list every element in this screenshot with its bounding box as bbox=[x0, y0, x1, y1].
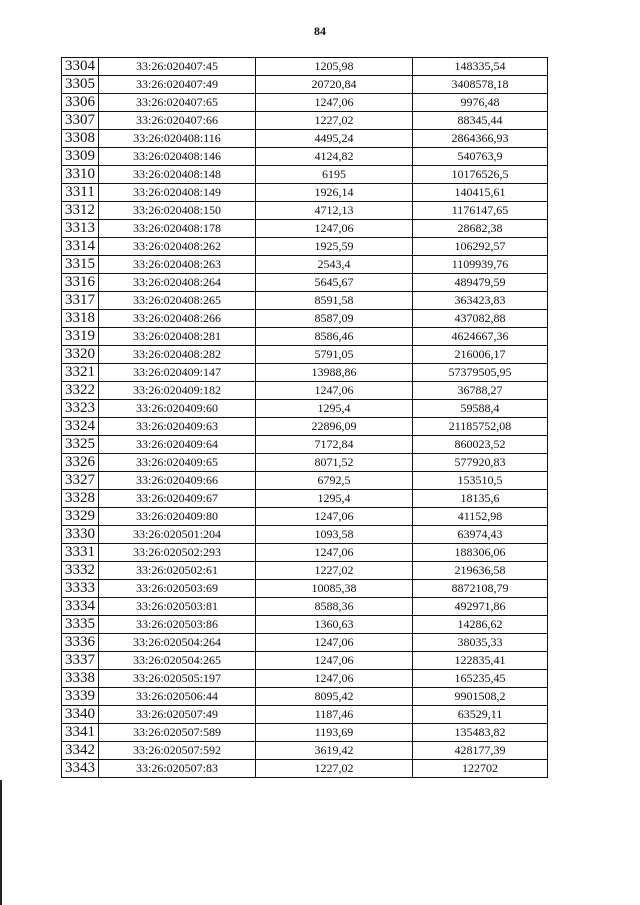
page-number: 84 bbox=[314, 24, 326, 38]
cost-value: 437082,88 bbox=[413, 310, 548, 328]
row-number: 3316 bbox=[62, 274, 99, 292]
cadastral-number: 33:26:020409:64 bbox=[99, 436, 256, 454]
area-value: 5791,05 bbox=[256, 346, 413, 364]
area-value: 8071,52 bbox=[256, 454, 413, 472]
cost-value: 492971,86 bbox=[413, 598, 548, 616]
cost-value: 9901508,2 bbox=[413, 688, 548, 706]
row-number: 3320 bbox=[62, 346, 99, 364]
cadastral-number: 33:26:020407:65 bbox=[99, 94, 256, 112]
table-row bbox=[62, 706, 548, 724]
row-number: 3342 bbox=[62, 742, 99, 760]
table-row bbox=[62, 346, 548, 364]
cadastral-number: 33:26:020505:197 bbox=[99, 670, 256, 688]
area-value: 1247,06 bbox=[256, 544, 413, 562]
cadastral-number: 33:26:020408:263 bbox=[99, 256, 256, 274]
area-value: 1925,59 bbox=[256, 238, 413, 256]
row-number: 3343 bbox=[62, 760, 99, 778]
area-value: 4712,13 bbox=[256, 202, 413, 220]
area-value: 20720,84 bbox=[256, 76, 413, 94]
area-value: 1295,4 bbox=[256, 400, 413, 418]
table-row bbox=[62, 490, 548, 508]
cadastral-table bbox=[61, 57, 548, 778]
cost-value: 1176147,65 bbox=[413, 202, 548, 220]
table-row bbox=[62, 382, 548, 400]
area-value: 8586,46 bbox=[256, 328, 413, 346]
area-value: 1926,14 bbox=[256, 184, 413, 202]
table-row bbox=[62, 742, 548, 760]
cadastral-number: 33:26:020408:266 bbox=[99, 310, 256, 328]
row-number: 3317 bbox=[62, 292, 99, 310]
table-row bbox=[62, 562, 548, 580]
cost-value: 10176526,5 bbox=[413, 166, 548, 184]
row-number: 3341 bbox=[62, 724, 99, 742]
cost-value: 4624667,36 bbox=[413, 328, 548, 346]
cost-value: 122702 bbox=[413, 760, 548, 778]
row-number: 3331 bbox=[62, 544, 99, 562]
table-row bbox=[62, 76, 548, 94]
row-number: 3326 bbox=[62, 454, 99, 472]
area-value: 8588,36 bbox=[256, 598, 413, 616]
table-row bbox=[62, 130, 548, 148]
cadastral-number: 33:26:020407:45 bbox=[99, 58, 256, 76]
table-row bbox=[62, 238, 548, 256]
area-value: 5645,67 bbox=[256, 274, 413, 292]
area-value: 1093,58 bbox=[256, 526, 413, 544]
row-number: 3328 bbox=[62, 490, 99, 508]
row-number: 3329 bbox=[62, 508, 99, 526]
cost-value: 18135,6 bbox=[413, 490, 548, 508]
area-value: 8095,42 bbox=[256, 688, 413, 706]
table-row bbox=[62, 256, 548, 274]
cost-value: 216006,17 bbox=[413, 346, 548, 364]
cadastral-number: 33:26:020408:281 bbox=[99, 328, 256, 346]
row-number: 3338 bbox=[62, 670, 99, 688]
row-number: 3309 bbox=[62, 148, 99, 166]
cadastral-number: 33:26:020408:150 bbox=[99, 202, 256, 220]
table-body bbox=[62, 58, 548, 778]
cost-value: 489479,59 bbox=[413, 274, 548, 292]
table-row bbox=[62, 148, 548, 166]
cost-value: 59588,4 bbox=[413, 400, 548, 418]
cadastral-number: 33:26:020408:149 bbox=[99, 184, 256, 202]
cost-value: 28682,38 bbox=[413, 220, 548, 238]
row-number: 3335 bbox=[62, 616, 99, 634]
table-row bbox=[62, 634, 548, 652]
cadastral-number: 33:26:020408:146 bbox=[99, 148, 256, 166]
cadastral-number: 33:26:020408:116 bbox=[99, 130, 256, 148]
table-row bbox=[62, 418, 548, 436]
row-number: 3330 bbox=[62, 526, 99, 544]
table-row bbox=[62, 724, 548, 742]
row-number: 3311 bbox=[62, 184, 99, 202]
table-row bbox=[62, 436, 548, 454]
area-value: 1247,06 bbox=[256, 670, 413, 688]
table-row bbox=[62, 454, 548, 472]
row-number: 3304 bbox=[62, 58, 99, 76]
cadastral-number: 33:26:020409:63 bbox=[99, 418, 256, 436]
area-value: 1247,06 bbox=[256, 652, 413, 670]
table-row bbox=[62, 670, 548, 688]
cost-value: 63529,11 bbox=[413, 706, 548, 724]
cadastral-number: 33:26:020408:265 bbox=[99, 292, 256, 310]
area-value: 1295,4 bbox=[256, 490, 413, 508]
table-row bbox=[62, 58, 548, 76]
table-row bbox=[62, 220, 548, 238]
table-row bbox=[62, 202, 548, 220]
cadastral-number: 33:26:020409:182 bbox=[99, 382, 256, 400]
table-row bbox=[62, 400, 548, 418]
cadastral-number: 33:26:020507:49 bbox=[99, 706, 256, 724]
cost-value: 88345,44 bbox=[413, 112, 548, 130]
cost-value: 140415,61 bbox=[413, 184, 548, 202]
cost-value: 153510,5 bbox=[413, 472, 548, 490]
table-row bbox=[62, 112, 548, 130]
table-row bbox=[62, 166, 548, 184]
area-value: 8587,09 bbox=[256, 310, 413, 328]
table-row bbox=[62, 364, 548, 382]
area-value: 1187,46 bbox=[256, 706, 413, 724]
area-value: 1227,02 bbox=[256, 112, 413, 130]
area-value: 1360,63 bbox=[256, 616, 413, 634]
table-row bbox=[62, 688, 548, 706]
cadastral-number: 33:26:020408:282 bbox=[99, 346, 256, 364]
row-number: 3336 bbox=[62, 634, 99, 652]
cost-value: 21185752,08 bbox=[413, 418, 548, 436]
cost-value: 57379505,95 bbox=[413, 364, 548, 382]
cost-value: 36788,27 bbox=[413, 382, 548, 400]
cost-value: 363423,83 bbox=[413, 292, 548, 310]
area-value: 3619,42 bbox=[256, 742, 413, 760]
area-value: 6792,5 bbox=[256, 472, 413, 490]
cadastral-number: 33:26:020501:204 bbox=[99, 526, 256, 544]
cost-value: 540763,9 bbox=[413, 148, 548, 166]
cost-value: 63974,43 bbox=[413, 526, 548, 544]
cost-value: 148335,54 bbox=[413, 58, 548, 76]
table-row bbox=[62, 292, 548, 310]
row-number: 3323 bbox=[62, 400, 99, 418]
area-value: 1193,69 bbox=[256, 724, 413, 742]
cadastral-number: 33:26:020409:60 bbox=[99, 400, 256, 418]
cost-value: 135483,82 bbox=[413, 724, 548, 742]
cost-value: 9976,48 bbox=[413, 94, 548, 112]
row-number: 3321 bbox=[62, 364, 99, 382]
table-row bbox=[62, 580, 548, 598]
area-value: 10085,38 bbox=[256, 580, 413, 598]
cost-value: 428177,39 bbox=[413, 742, 548, 760]
cost-value: 860023,52 bbox=[413, 436, 548, 454]
table-row bbox=[62, 544, 548, 562]
area-value: 1227,02 bbox=[256, 562, 413, 580]
cadastral-number: 33:26:020507:589 bbox=[99, 724, 256, 742]
area-value: 2543,4 bbox=[256, 256, 413, 274]
row-number: 3318 bbox=[62, 310, 99, 328]
cost-value: 122835,41 bbox=[413, 652, 548, 670]
cost-value: 188306,06 bbox=[413, 544, 548, 562]
cost-value: 2864366,93 bbox=[413, 130, 548, 148]
row-number: 3314 bbox=[62, 238, 99, 256]
area-value: 4495,24 bbox=[256, 130, 413, 148]
area-value: 1247,06 bbox=[256, 94, 413, 112]
area-value: 4124,82 bbox=[256, 148, 413, 166]
area-value: 7172,84 bbox=[256, 436, 413, 454]
cadastral-number: 33:26:020409:66 bbox=[99, 472, 256, 490]
cadastral-number: 33:26:020407:66 bbox=[99, 112, 256, 130]
cost-value: 106292,57 bbox=[413, 238, 548, 256]
cadastral-number: 33:26:020502:61 bbox=[99, 562, 256, 580]
cadastral-number: 33:26:020507:83 bbox=[99, 760, 256, 778]
row-number: 3334 bbox=[62, 598, 99, 616]
cadastral-number: 33:26:020503:86 bbox=[99, 616, 256, 634]
area-value: 1247,06 bbox=[256, 508, 413, 526]
cadastral-number: 33:26:020407:49 bbox=[99, 76, 256, 94]
table-row bbox=[62, 184, 548, 202]
area-value: 22896,09 bbox=[256, 418, 413, 436]
row-number: 3306 bbox=[62, 94, 99, 112]
row-number: 3319 bbox=[62, 328, 99, 346]
row-number: 3322 bbox=[62, 382, 99, 400]
row-number: 3333 bbox=[62, 580, 99, 598]
cost-value: 1109939,76 bbox=[413, 256, 548, 274]
area-value: 6195 bbox=[256, 166, 413, 184]
row-number: 3325 bbox=[62, 436, 99, 454]
table-row bbox=[62, 94, 548, 112]
cost-value: 3408578,18 bbox=[413, 76, 548, 94]
cadastral-number: 33:26:020507:592 bbox=[99, 742, 256, 760]
row-number: 3313 bbox=[62, 220, 99, 238]
cadastral-number: 33:26:020502:293 bbox=[99, 544, 256, 562]
table-row bbox=[62, 310, 548, 328]
row-number: 3312 bbox=[62, 202, 99, 220]
cost-value: 165235,45 bbox=[413, 670, 548, 688]
cadastral-number: 33:26:020504:265 bbox=[99, 652, 256, 670]
row-number: 3339 bbox=[62, 688, 99, 706]
cost-value: 38035,33 bbox=[413, 634, 548, 652]
cadastral-number: 33:26:020409:67 bbox=[99, 490, 256, 508]
table-row bbox=[62, 508, 548, 526]
row-number: 3305 bbox=[62, 76, 99, 94]
table-row bbox=[62, 274, 548, 292]
page-edge-line bbox=[0, 780, 2, 905]
cadastral-number: 33:26:020503:81 bbox=[99, 598, 256, 616]
area-value: 1227,02 bbox=[256, 760, 413, 778]
row-number: 3337 bbox=[62, 652, 99, 670]
cost-value: 219636,58 bbox=[413, 562, 548, 580]
table-row bbox=[62, 760, 548, 778]
cadastral-number: 33:26:020409:147 bbox=[99, 364, 256, 382]
cost-value: 8872108,79 bbox=[413, 580, 548, 598]
table-row bbox=[62, 328, 548, 346]
cadastral-number: 33:26:020506:44 bbox=[99, 688, 256, 706]
cadastral-number: 33:26:020409:65 bbox=[99, 454, 256, 472]
row-number: 3327 bbox=[62, 472, 99, 490]
area-value: 1205,98 bbox=[256, 58, 413, 76]
cadastral-number: 33:26:020408:264 bbox=[99, 274, 256, 292]
cost-value: 577920,83 bbox=[413, 454, 548, 472]
area-value: 1247,06 bbox=[256, 382, 413, 400]
cadastral-number: 33:26:020504:264 bbox=[99, 634, 256, 652]
table-row bbox=[62, 472, 548, 490]
cost-value: 14286,62 bbox=[413, 616, 548, 634]
row-number: 3315 bbox=[62, 256, 99, 274]
row-number: 3324 bbox=[62, 418, 99, 436]
table-row bbox=[62, 652, 548, 670]
row-number: 3340 bbox=[62, 706, 99, 724]
row-number: 3332 bbox=[62, 562, 99, 580]
table-row bbox=[62, 526, 548, 544]
cadastral-number: 33:26:020503:69 bbox=[99, 580, 256, 598]
cost-value: 41152,98 bbox=[413, 508, 548, 526]
cadastral-number: 33:26:020408:148 bbox=[99, 166, 256, 184]
area-value: 1247,06 bbox=[256, 220, 413, 238]
row-number: 3308 bbox=[62, 130, 99, 148]
cadastral-number: 33:26:020409:80 bbox=[99, 508, 256, 526]
table-row bbox=[62, 598, 548, 616]
area-value: 1247,06 bbox=[256, 634, 413, 652]
area-value: 8591,58 bbox=[256, 292, 413, 310]
row-number: 3307 bbox=[62, 112, 99, 130]
table-row bbox=[62, 616, 548, 634]
row-number: 3310 bbox=[62, 166, 99, 184]
cadastral-number: 33:26:020408:262 bbox=[99, 238, 256, 256]
cadastral-number: 33:26:020408:178 bbox=[99, 220, 256, 238]
area-value: 13988,86 bbox=[256, 364, 413, 382]
